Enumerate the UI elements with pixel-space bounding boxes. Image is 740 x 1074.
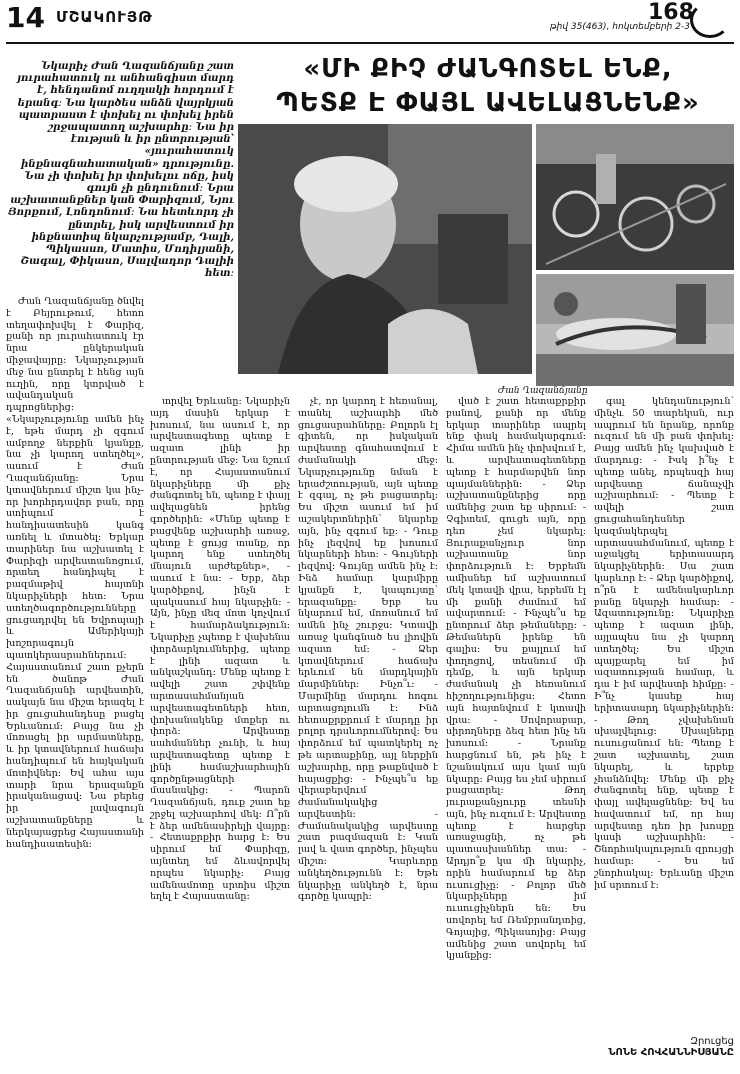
issue-info: թիվ 35(463), հոկտեմբերի 2-3	[550, 22, 690, 32]
article-headline	[240, 52, 736, 120]
column-2-text: տրվել Երևանը։ Նկարիչն այդ մասին երկար է խոսում, նա ասում է, որ արվեստագետը պետք է ազատ լինի իր ընտրության մեջ։ Նա նշում է, որ Հայաստանում նկարիչները մի քիչ ժանգոտել են, պետք է փայլ ավելացնեն իրենց գործերին։ «Մենք պետք է բացվենք աշխարհի առաջ, պետք է ցույց տանք, որ կարող ենք ստեղծել մնայուն արժեքներ», - ասում է նա։ - Երբ, ձեր կարծիքով, ինչն է պակասում հայ նկարչին։ - Այն, ինչը մեզ մոտ կոչվում է համարձակություն։ Նկարիչը չպետք է վախենա փորձարկումներից, պետք է լինի ազատ և անկաշկանդ։ Մենք պետք է ավելի շատ շփվենք արտասահմանյան արվեստագետների հետ, փոխանակենք մտքեր ու փորձ։ Արվեստը սահմաններ չունի, և հայ արվեստագետը պետք է լինի համաշխարհային գործընթացների մասնակից։ - Պարոն Ղազանճյան, դուք շատ եք շրջել աշխարհով մեկ։ Ո՞րն է ձեր ամենասիրելի վայրը։ - Հետաքրքիր հարց է։ Ես սիրում եմ Փարիզը, այնտեղ եմ ձևավորվել որպես նկարիչ։ Բայց ամենամոտը սրտիս միշտ եղել է Հայաստանը։	[150, 396, 290, 903]
headline-line-2: ՊԵՏՔ Է ՓԱՅԼ ԱՎԵԼԱՑՆԵՆՔ»	[276, 88, 700, 118]
column-3-text: չէ, որ կարող է հեռանալ, տանել աշխարհի մեծ ցուցասրահները։ Բոլորն էլ գիտեն, որ իսկական արվեստը գնահատվում է ժամանակի մեջ։ Նկարչությունը նման է երաժշտության, այն պետք է զգալ, ոչ թե բացատրել։ Ես միշտ ասում եմ իմ աշակերտներին՝ նկարեք այն, ինչ զգում եք։ - Դուք ինչ լեզվով եք խոսում նկարների հետ։ - Գույների լեզվով։ Գույնը ամեն ինչ է։ Ինձ համար կարմիրը կյանքն է, կապույտը՝ երազանքը։ Երբ ես նկարում եմ, մոռանում եմ ամեն ինչ շուրջս։ Կտավի առաջ կանգնած ես լիովին ազատ եմ։ - Ձեր կտավներում հաճախ երևում են մարդկային մարմիններ։ Ինչո՞ւ։ - Մարմինը մարդու հոգու արտացոլումն է։ Ինձ հետաքրքրում է մարդը իր բոլոր դրսևորումներով։ Ես փորձում եմ պատկերել ոչ թե արտաքինը, այլ ներքին աշխարհը, որը թաքնված է հայացքից։ - Ինչպե՞ս եք վերաբերվում ժամանակակից արվեստին։ - Ժամանակակից արվեստը շատ բազմազան է։ Կան լավ և վատ գործեր, ինչպես միշտ։ Կարևորը անկեղծությունն է։ Եթե նկարիչը անկեղծ է, նրա գործը կապրի։	[298, 396, 438, 903]
section-title: ՄՇԱԿՈՒՅԹ	[56, 8, 153, 26]
painting-photo-2	[536, 274, 734, 386]
painting-image-2	[536, 274, 734, 386]
article-column-5	[594, 396, 734, 1026]
article-column-1	[6, 296, 144, 1060]
article-lead: Նկարիչ Ժան Ղազանճյանը շատ յուրահատուկ ու անհանգիստ մարդ է, հենդանոմ ուղղակի հորդում է երանգ։ Նա կարծես անձն վայրկյան պատրաստ է փոխել ու փոխել իրեն շրջապատող աշխարհը։ Նա իր էության և իր ընտրության՝ «յուրահատուկ ինքնագնահատական» դրությունը. Նա չի փոխել իր փոխելու ոճը, իսկ գույն չի ընդունում։ Նրա աշխատանքներ կան Փարիզում, Նյու Յորքում, Լոնդոնում։ Նա հետևորդ չի ընտրել, իսկ արվեստում իր ինքնատիպ նկարչությամբ, Դալի, Պիկասսո, Մատիս, Մոդիլյանի, Շագալ, Փիկասո, Սալվադոր Դալիի հետ։	[8, 60, 234, 280]
column-5-text: գալ կենդանություն՝ մինչև 50 տարեկան, ուր ապրում են նրանք, որոնք ուզում են մի բան փոխել։ Բայց ամեն ինչ կախված է մարդուց։ - Իսկ ի՞նչ է պետք անել, որպեսզի հայ արվեստը ճանաչվի աշխարհում։ - Պետք է ավելի շատ ցուցահանդեսներ կազմակերպել արտասահմանում, պետք է աջակցել երիտասարդ նկարիչներին։ Սա շատ կարևոր է։ - Ձեր կարծիքով, ո՞րն է ամենակարևոր բանը նկարչի համար։ - Ազատությունը։ Նկարիչը պետք է ազատ լինի, այլապես նա չի կարող ստեղծել։ Ես միշտ պայքարել եմ իմ ազատության համար, և դա է իմ արվեստի հիմքը։ - Ի՞նչ կասեք հայ երիտասարդ նկարիչներին։ - Թող չվախենան սխալվելուց։ Սխալները ուսուցանում են։ Պետք է շատ աշխատել, շատ նկարել, և երբեք չհանձնվել։ Մենք մի քիչ ժանգոտել ենք, պետք է փայլ ավելացնենք։ Եվ ես հավատում եմ, որ հայ արվեստը դեռ իր խոսքը կասի աշխարհին։ - Շնորհակալություն զրույցի համար։ - Ես եմ շնորհակալ։ Երևանը միշտ իմ սրտում է։	[594, 396, 734, 891]
article-author	[594, 1036, 734, 1058]
portrait-image	[238, 124, 532, 374]
portrait-photo	[238, 124, 532, 374]
column-1-text: Ժան Ղազանճյանը ծնվել է Բեյրութում, հետո տեղափոխվել է Փարիզ, քանի որ յուրահատուկ էր նրա ընկերական միջավայրը։ Նկարչության մեջ նա ընտրել է հենց այն ուղին, որը կտրված է ավանդական դպրոցներից։ «Նկարչությունը ամեն ինչ է, եթե մարդ չի զգում ամբողջ ներքին կյանքը, նա չի կարող ստեղծել», ասում է Ժան Ղազանճյանը։ Նրա կտավներում միշտ կա ինչ-որ խորհրդավոր բան, որը ստիպում է հանդիսատեսին կանգ առնել և մտածել։ Երկար տարիներ նա աշխատել է Փարիզի արվեստանոցում, որտեղ հանդիպել է բազմաթիվ հայտնի նկարիչների հետ։ Նրա ստեղծագործությունները ցուցադրվել են Եվրոպայի և Ամերիկայի խոշորագույն պատկերասրահներում։ Հայաստանում շատ քչերն են ծանոթ Ժան Ղազանճյանի արվեստին, սակայն նա միշտ երազել է իր ցուցահանդեսը բացել Երևանում։ Բայց նա չի մոռացել իր արմատները, և իր կտավներում հաճախ հանդիպում են հայկական մոտիվներ։ Եվ ահա այս տարի նրա երազանքն իրականացավ։ Նա բերեց իր լավագույն աշխատանքները և ներկայացրեց Հայաստանի հանդիսատեսին։	[6, 296, 144, 850]
headline-line-1: «ՄԻ ՔԻՉ ԺԱՆԳՈՏԵԼ ԵՆՔ,	[303, 54, 673, 84]
article-column-2	[150, 396, 290, 1060]
author-label: Զրուցեց	[690, 1036, 734, 1047]
logo-mark-icon	[690, 2, 730, 38]
page-header	[0, 0, 740, 42]
column-4-text: ված է շատ հետաքրքիր բանով, քանի որ մենք երկար տարիներ ապրել ենք փակ համակարգում։ Հիմա ամեն ինչ փոխվում է, և արվեստագետները պետք է հարմարվեն նոր պայմաններին։ - Ձեր աշխատանքներից որը ամենից շատ եք սիրում։ - Չգիտեմ, գուցե այն, որը դեռ չեմ նկարել։ Յուրաքանչյուր նոր աշխատանք նոր փորձություն է։ Երբեմն ամիսներ եմ աշխատում մեկ կտավի վրա, երբեմն էլ մի քանի ժամում եմ ավարտում։ - Ինչպե՞ս եք ընտրում ձեր թեմաները։ - Թեմաներն իրենք են գալիս։ Ես քայլում եմ փողոցով, տեսնում մի դեմք, և այն երկար ժամանակ չի հեռանում հիշողությունիցս։ Հետո այն հայտնվում է կտավի վրա։ - Սովորաբար, սիրողները ձեզ հետ ինչ են խոսում։ - Նրանք հարցնում են, թե ինչ է նշանակում այս կամ այն նկարը։ Բայց ես չեմ սիրում բացատրել։ Թող յուրաքանչյուրը տեսնի այն, ինչ ուզում է։ Արվեստը պետք է հարցեր առաջացնի, ոչ թե պատասխաններ տա։ - Արդյո՞ք կա մի նկարիչ, որին համարում եք ձեր ուսուցիչը։ - Բոլոր մեծ նկարիչները իմ ուսուցիչներն են։ Ես սովորել եմ Ռեմբրանդտից, Գոյայից, Պիկասոյից։ Բայց ամենից շատ սովորել եմ կյանքից։	[446, 396, 586, 962]
article-column-4	[446, 396, 586, 1060]
painting-photo-1	[536, 124, 734, 270]
painting-image-1	[536, 124, 734, 270]
article-column-3	[298, 396, 438, 1060]
newspaper-logo: 168	[648, 0, 694, 25]
author-name: ՆՈՆԵ ՀՈՎՀԱՆՆԻՍՅԱՆԸ	[608, 1047, 734, 1058]
page-number: 14	[6, 1, 45, 34]
header-rule	[6, 42, 734, 44]
portrait-caption: Ժան Ղազանճյանը	[498, 386, 588, 396]
